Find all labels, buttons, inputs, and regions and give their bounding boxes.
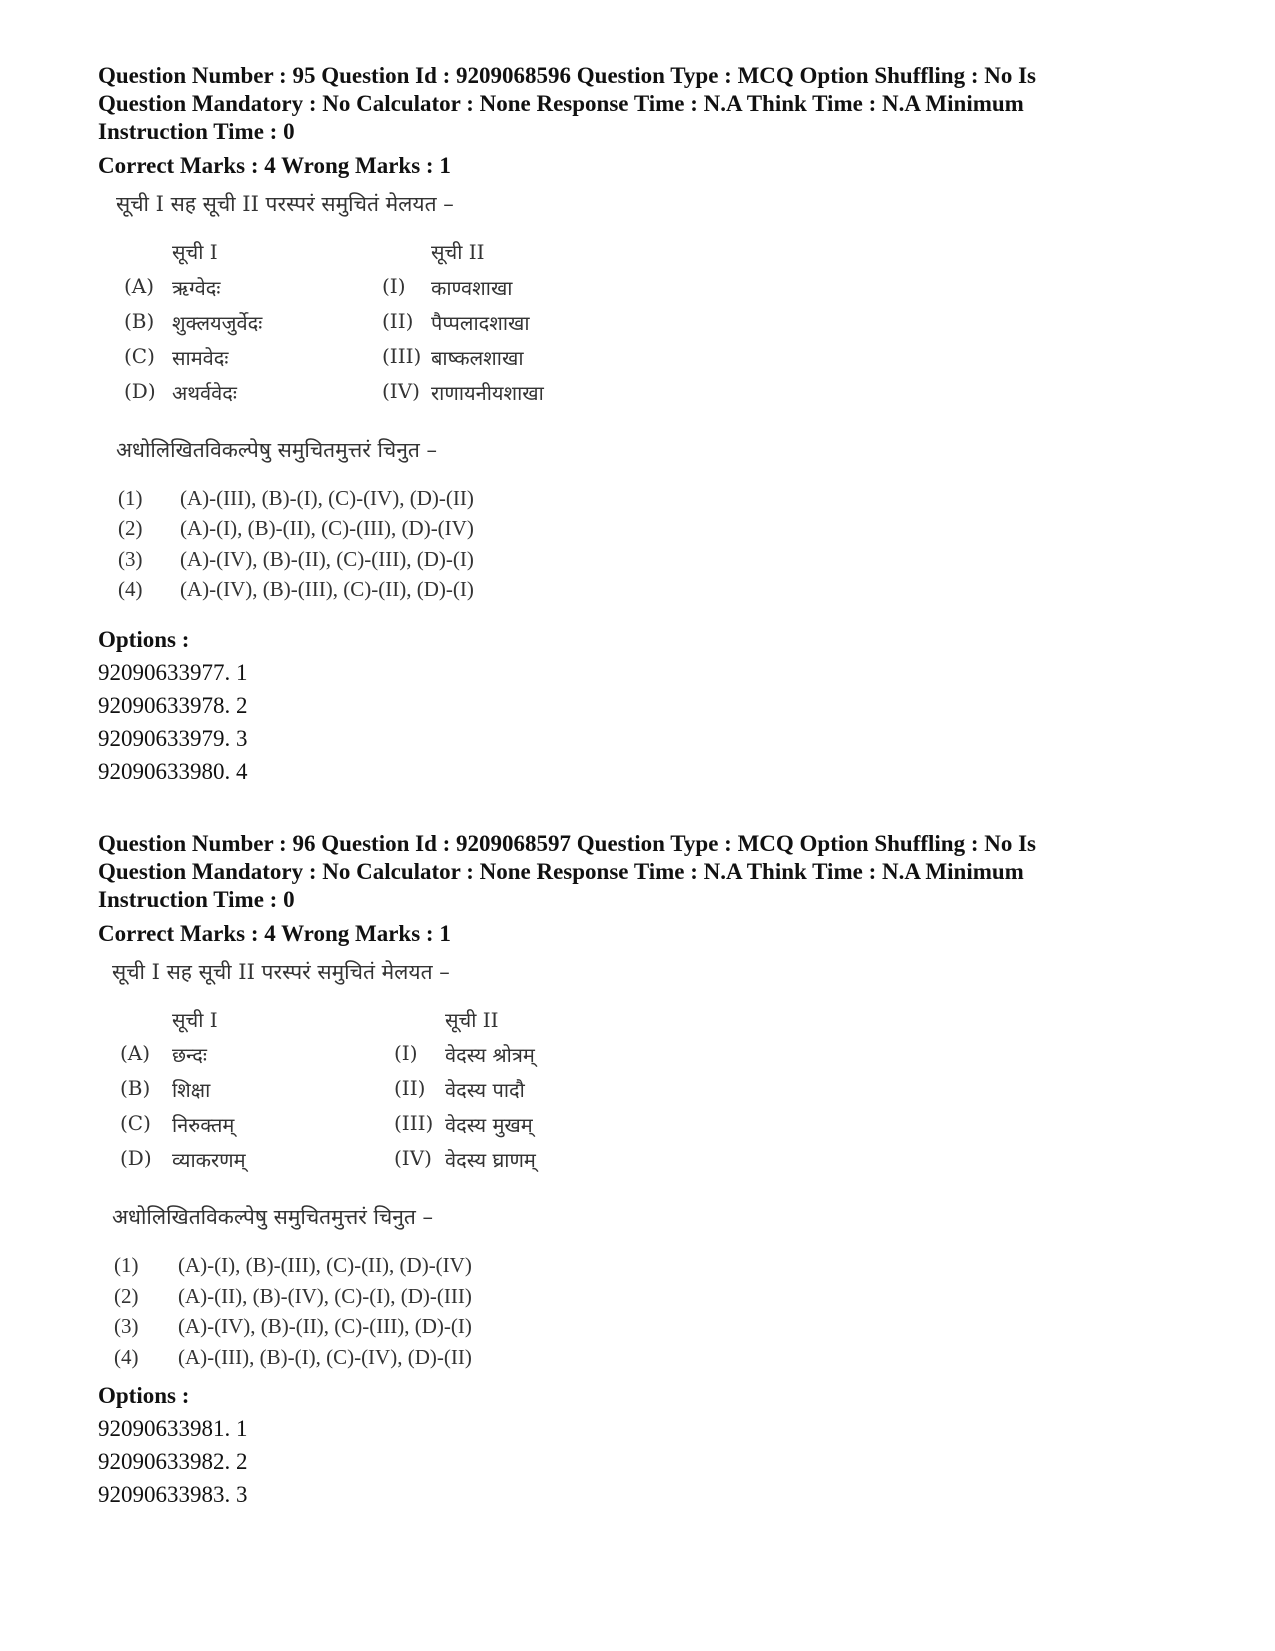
- list-2-value: काण्वशाखा: [431, 276, 513, 300]
- choose-instruction: अधोलिखितविकल्पेषु समुचितमुत्तरं चिनुत –: [112, 1205, 434, 1229]
- list-row: [112, 1041, 672, 1071]
- list-2-heading: सूची II: [445, 1008, 499, 1032]
- list-2-key: (II): [382, 309, 414, 333]
- answer-choice: [116, 547, 676, 577]
- list-1-key: (C): [124, 344, 155, 368]
- list-1-value: शिक्षा: [172, 1078, 211, 1102]
- answer-text: (A)-(I), (B)-(III), (C)-(II), (D)-(IV): [178, 1253, 472, 1277]
- option-item: 92090633982. 2: [98, 1449, 248, 1474]
- list-row: [112, 1076, 672, 1106]
- marks-line: Correct Marks : 4 Wrong Marks : 1: [98, 921, 451, 946]
- answer-choice: [112, 1345, 672, 1375]
- list-2-key: (I): [394, 1041, 418, 1065]
- answer-number: (3): [118, 547, 143, 571]
- list-1-value: छन्दः: [172, 1043, 207, 1067]
- answer-text: (A)-(IV), (B)-(II), (C)-(III), (D)-(I): [178, 1314, 472, 1338]
- list-1-value: व्याकरणम्: [172, 1148, 246, 1172]
- answer-text: (A)-(II), (B)-(IV), (C)-(I), (D)-(III): [178, 1284, 472, 1308]
- list-1-value: शुक्लयजुर्वेदः: [172, 311, 263, 335]
- list-1-value: सामवेदः: [172, 346, 229, 370]
- list-1-key: (B): [120, 1076, 151, 1100]
- list-row: [112, 1111, 672, 1141]
- question-image: [116, 180, 676, 620]
- answer-number: (1): [118, 486, 143, 510]
- list-1-value: ऋग्वेदः: [172, 276, 221, 300]
- answer-number: (1): [114, 1253, 139, 1277]
- question-meta-line: Question Number : 95 Question Id : 9209068596 Question Type : MCQ Option Shuffling : No Is: [98, 63, 1037, 88]
- options-title: Options :: [98, 1383, 190, 1408]
- list-2-key: (III): [382, 344, 422, 368]
- question-meta-line: Question Number : 96 Question Id : 9209068597 Question Type : MCQ Option Shuffling : No Is: [98, 831, 1037, 856]
- answer-text: (A)-(IV), (B)-(III), (C)-(II), (D)-(I): [180, 577, 474, 601]
- list-2-key: (IV): [382, 379, 420, 403]
- list-2-value: राणायनीयशाखा: [431, 381, 544, 405]
- question-image: [112, 948, 672, 1388]
- list-row: [116, 344, 676, 374]
- answer-choice: [116, 516, 676, 546]
- option-item: 92090633979. 3: [98, 726, 248, 751]
- option-item: 92090633981. 1: [98, 1416, 248, 1441]
- answer-number: (2): [114, 1284, 139, 1308]
- list-2-heading: सूची II: [431, 240, 485, 264]
- option-item: 92090633977. 1: [98, 660, 248, 685]
- list-row: [116, 274, 676, 304]
- answer-text: (A)-(IV), (B)-(II), (C)-(III), (D)-(I): [180, 547, 474, 571]
- list-row: [116, 309, 676, 339]
- list-1-heading: सूची I: [172, 1008, 218, 1032]
- list-2-value: पैप्पलादशाखा: [431, 311, 530, 335]
- choose-instruction: अधोलिखितविकल्पेषु समुचितमुत्तरं चिनुत –: [116, 438, 438, 462]
- question-block: [98, 62, 1198, 784]
- match-instruction: सूची I सह सूची II परस्परं समुचितं मेलयत –: [112, 960, 450, 984]
- list-row: [112, 1146, 672, 1176]
- list-2-key: (II): [394, 1076, 426, 1100]
- list-1-key: (D): [120, 1146, 152, 1170]
- list-row: [116, 379, 676, 409]
- answer-text: (A)-(III), (B)-(I), (C)-(IV), (D)-(II): [180, 486, 474, 510]
- answer-text: (A)-(III), (B)-(I), (C)-(IV), (D)-(II): [178, 1345, 472, 1369]
- list-2-key: (III): [394, 1111, 434, 1135]
- list-1-key: (D): [124, 379, 156, 403]
- list-1-value: अथर्ववेदः: [172, 381, 237, 405]
- answer-choice: [112, 1314, 672, 1344]
- list-1-key: (A): [120, 1041, 151, 1065]
- answer-number: (3): [114, 1314, 139, 1338]
- list-1-key: (A): [124, 274, 155, 298]
- list-1-key: (C): [120, 1111, 151, 1135]
- list-2-key: (I): [382, 274, 406, 298]
- answer-choice: [116, 577, 676, 607]
- list-2-value: वेदस्य श्रोत्रम्: [445, 1043, 535, 1067]
- question-meta-line: Instruction Time : 0: [98, 119, 295, 144]
- question-block: [98, 830, 1198, 1507]
- list-2-value: बाष्कलशाखा: [431, 346, 524, 370]
- answer-number: (4): [118, 577, 143, 601]
- question-meta-line: Instruction Time : 0: [98, 887, 295, 912]
- options-title: Options :: [98, 627, 190, 652]
- list-1-key: (B): [124, 309, 155, 333]
- list-2-value: वेदस्य मुखम्: [445, 1113, 533, 1137]
- answer-text: (A)-(I), (B)-(II), (C)-(III), (D)-(IV): [180, 516, 474, 540]
- option-item: 92090633980. 4: [98, 759, 248, 784]
- list-1-heading: सूची I: [172, 240, 218, 264]
- question-meta-line: Question Mandatory : No Calculator : None Response Time : N.A Think Time : N.A Minimum: [98, 859, 1024, 884]
- marks-line: Correct Marks : 4 Wrong Marks : 1: [98, 153, 451, 178]
- answer-number: (2): [118, 516, 143, 540]
- option-item: 92090633983. 3: [98, 1482, 248, 1507]
- answer-choice: [116, 486, 676, 516]
- question-meta-line: Question Mandatory : No Calculator : None Response Time : N.A Think Time : N.A Minimum: [98, 91, 1024, 116]
- list-2-value: वेदस्य पादौ: [445, 1078, 525, 1102]
- answer-choice: [112, 1253, 672, 1283]
- list-2-key: (IV): [394, 1146, 432, 1170]
- list-2-value: वेदस्य घ्राणम्: [445, 1148, 536, 1172]
- list-1-value: निरुक्तम्: [172, 1113, 235, 1137]
- answer-choice: [112, 1284, 672, 1314]
- answer-number: (4): [114, 1345, 139, 1369]
- match-instruction: सूची I सह सूची II परस्परं समुचितं मेलयत –: [116, 192, 454, 216]
- option-item: 92090633978. 2: [98, 693, 248, 718]
